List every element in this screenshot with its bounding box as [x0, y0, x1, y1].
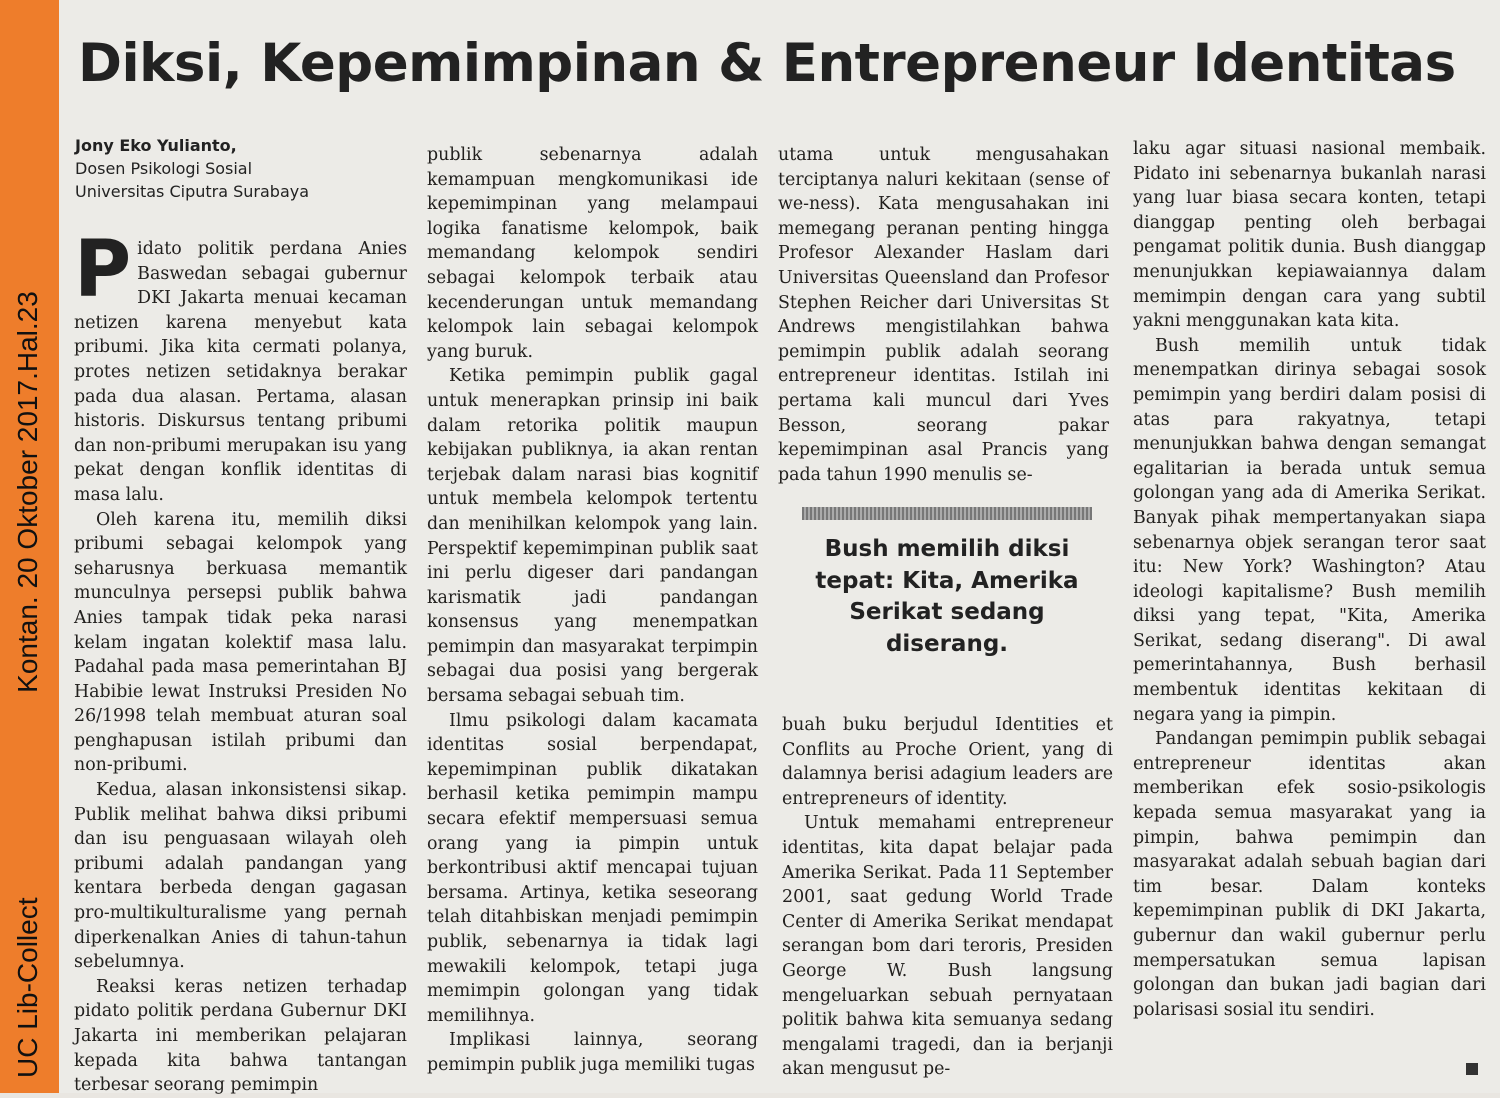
paragraph: Ketika pemimpin publik gagal untuk menerapkan prinsip ini baik dalam retorika politik maupun kebijakan publiknya, ia akan rentan terjebak dalam narasi bias kognitif untuk membela kelompok tertentu dan menihilkan kelompok yang lain. Perspektif kepemimpinan publik saat ini perlu digeser dari pandangan karismatik jadi pandangan konsensus yang menempatkan pemimpin dan masyarakat terpimpin sebagai dua posisi yang bergerak bersama sebagai sebuah tim. — [427, 366, 758, 707]
paragraph: Pandangan pemimpin publik sebagai entrepreneur identitas akan memberikan efek sosio-psikologis kepada semua masyarakat yang ia pimpin, bahwa pemimpin dan masyarakat adalah sebuah bagian dari tim besar. Dalam konteks kepemimpinan publik di DKI Jakarta, gubernur dan wakil gubernur perlu mempersatukan semua lapisan golongan dan bukan jadi bagian dari polarisasi sosial itu sendiri. — [1133, 729, 1486, 1020]
author-affiliation: Universitas Ciputra Surabaya — [75, 182, 310, 201]
pull-quote — [802, 507, 1092, 660]
paragraph: Reaksi keras netizen terhadap pidato politik perdana Gubernur DKI Jakarta ini memberikan pelajaran kepada kita bahwa tantangan terbesar seorang pemimpin — [74, 976, 407, 1096]
archive-sidebar — [0, 0, 59, 1093]
paragraph: Bush memilih untuk tidak menempatkan dirinya sebagai sosok pemimpin yang berdiri dalam posisi di atas para rakyatnya, tetapi menunjukkan bahwa dengan semangat egalitarian ia berada untuk semua golongan yang ada di Amerika Serikat. Banyak pihak mempertanyakan siapa sebenarnya objek serangan teror saat itu: New York? Washington? Atau ideologi kapitalisme? Bush memilih diksi yang tepat, "Kita, Amerika Serikat, sedang diserang". Di awal pemerintahannya, Bush berhasil membentuk identitas kekitaan di negara yang ia pimpin. — [1133, 335, 1486, 725]
column-2 — [427, 143, 758, 1078]
author-name: Jony Eko Yulianto, — [75, 136, 237, 155]
paragraph: Oleh karena itu, memilih diksi pribumi sebagai kelompok yang seharusnya berkuasa memantik munculnya persepsi publik bahwa Anies tampak tidak peka narasi kelam ingatan kolektif masa lalu. Padahal pada masa pemerintahan BJ Habibie lewat Instruksi Presiden No 26/1998 telah membuat aturan soal penghapusan istilah pribumi dan non-pribumi. — [74, 509, 407, 776]
column-3-bottom — [782, 713, 1113, 1082]
library-label: UC Lib-Collect — [12, 897, 43, 1078]
author-role: Dosen Psikologi Sosial — [75, 159, 253, 178]
column-1 — [74, 225, 407, 1098]
pull-quote-rule — [802, 507, 1092, 520]
paragraph: Implikasi lainnya, seorang pemimpin publik juga memiliki tugas — [427, 1030, 758, 1075]
paragraph: Untuk memahami entrepreneur identitas, kita dapat belajar pada Amerika Serikat. Pada 11 September 2001, saat gedung World Trade Center di Amerika Serikat mendapat serangan bom dari teroris, Presiden George W. Bush langsung mengeluarkan sebuah pernyataan politik bahwa kita semuanya sedang mengalami tragedi, dan ia berjanji akan mengusut pe- — [782, 813, 1113, 1080]
column-4 — [1133, 137, 1486, 1022]
paragraph: utama untuk mengusahakan terciptanya naluri kekitaan (sense of we-ness). Kata mengusahakan ini memegang peranan penting hingga Profesor Alexander Haslam dari Universitas Queensland dan Profesor Stephen Reicher dari Universitas St Andrews mengistilahkan bahwa pemimpin publik adalah seorang entrepreneur identitas. Istilah ini pertama kali muncul dari Yves Besson, seorang pakar kepemimpinan asal Prancis yang pada tahun 1990 menulis se- — [778, 145, 1109, 485]
paragraph: Pidato politik perdana Anies Baswedan sebagai gubernur DKI Jakarta menuai kecaman netizen karena menyebut kata pribumi. Jika kita cermati polanya, protes netizen setidaknya berakar pada dua alasan. Pertama, alasan historis. Diskursus tentang pribumi dan non-pribumi merupakan isu yang pekat dengan konflik identitas di masa lalu. — [74, 225, 407, 505]
paragraph: buah buku berjudul Identities et Conflits au Proche Orient, yang di dalamnya berisi adagium leaders are entrepreneurs of identity. — [782, 715, 1113, 809]
paragraph: laku agar situasi nasional membaik. Pidato ini sebenarnya bukanlah narasi yang luar biasa secara konten, tetapi dianggap penting oleh berbagai pengamat politik dunia. Bush dianggap menunjukkan kepiawaiannya dalam memimpin dengan cara yang subtil yakni menggunakan kata kita. — [1133, 139, 1486, 332]
end-mark — [1466, 1063, 1478, 1075]
byline — [75, 134, 375, 203]
column-3-top — [778, 143, 1109, 487]
article-headline: Diksi, Kepemimpinan & Entrepreneur Identitas — [78, 33, 1456, 94]
source-label: Kontan. 20 Oktober 2017.Hal.23 — [12, 291, 43, 693]
paragraph: Kedua, alasan inkonsistensi sikap. Publik melihat bahwa diksi pribumi dan isu penguasaan wilayah oleh pribumi adalah pandangan yang kentara berbeda dengan gagasan pro-multikulturalisme yang pernah diperkenalkan Anies di tahun-tahun sebelumnya. — [74, 780, 407, 973]
pull-quote-text: Bush memilih diksi tepat: Kita, Amerika Serikat sedang diserang. — [815, 536, 1079, 657]
drop-cap: P — [74, 225, 132, 315]
paragraph: Ilmu psikologi dalam kacamata identitas sosial berpendapat, kepemimpinan publik dikatakan berhasil ketika pemimpin mampu secara efektif mempersuasi semua orang yang ia pimpin untuk berkontribusi aktif mencapai tujuan bersama. Artinya, ketika seseorang telah ditahbiskan menjadi pemimpin publik, sebenarnya ia tidak lagi mewakili kelompok, tetapi juga memimpin golongan yang tidak memilihnya. — [427, 710, 758, 1026]
paragraph: publik sebenarnya adalah kemampuan mengkomunikasi ide kepemimpinan yang melampaui logika fanatisme kelompok, baik memandang kelompok sendiri sebagai kelompok terbaik atau kecenderungan untuk memandang kelompok lain sebagai kelompok yang buruk. — [427, 145, 758, 362]
